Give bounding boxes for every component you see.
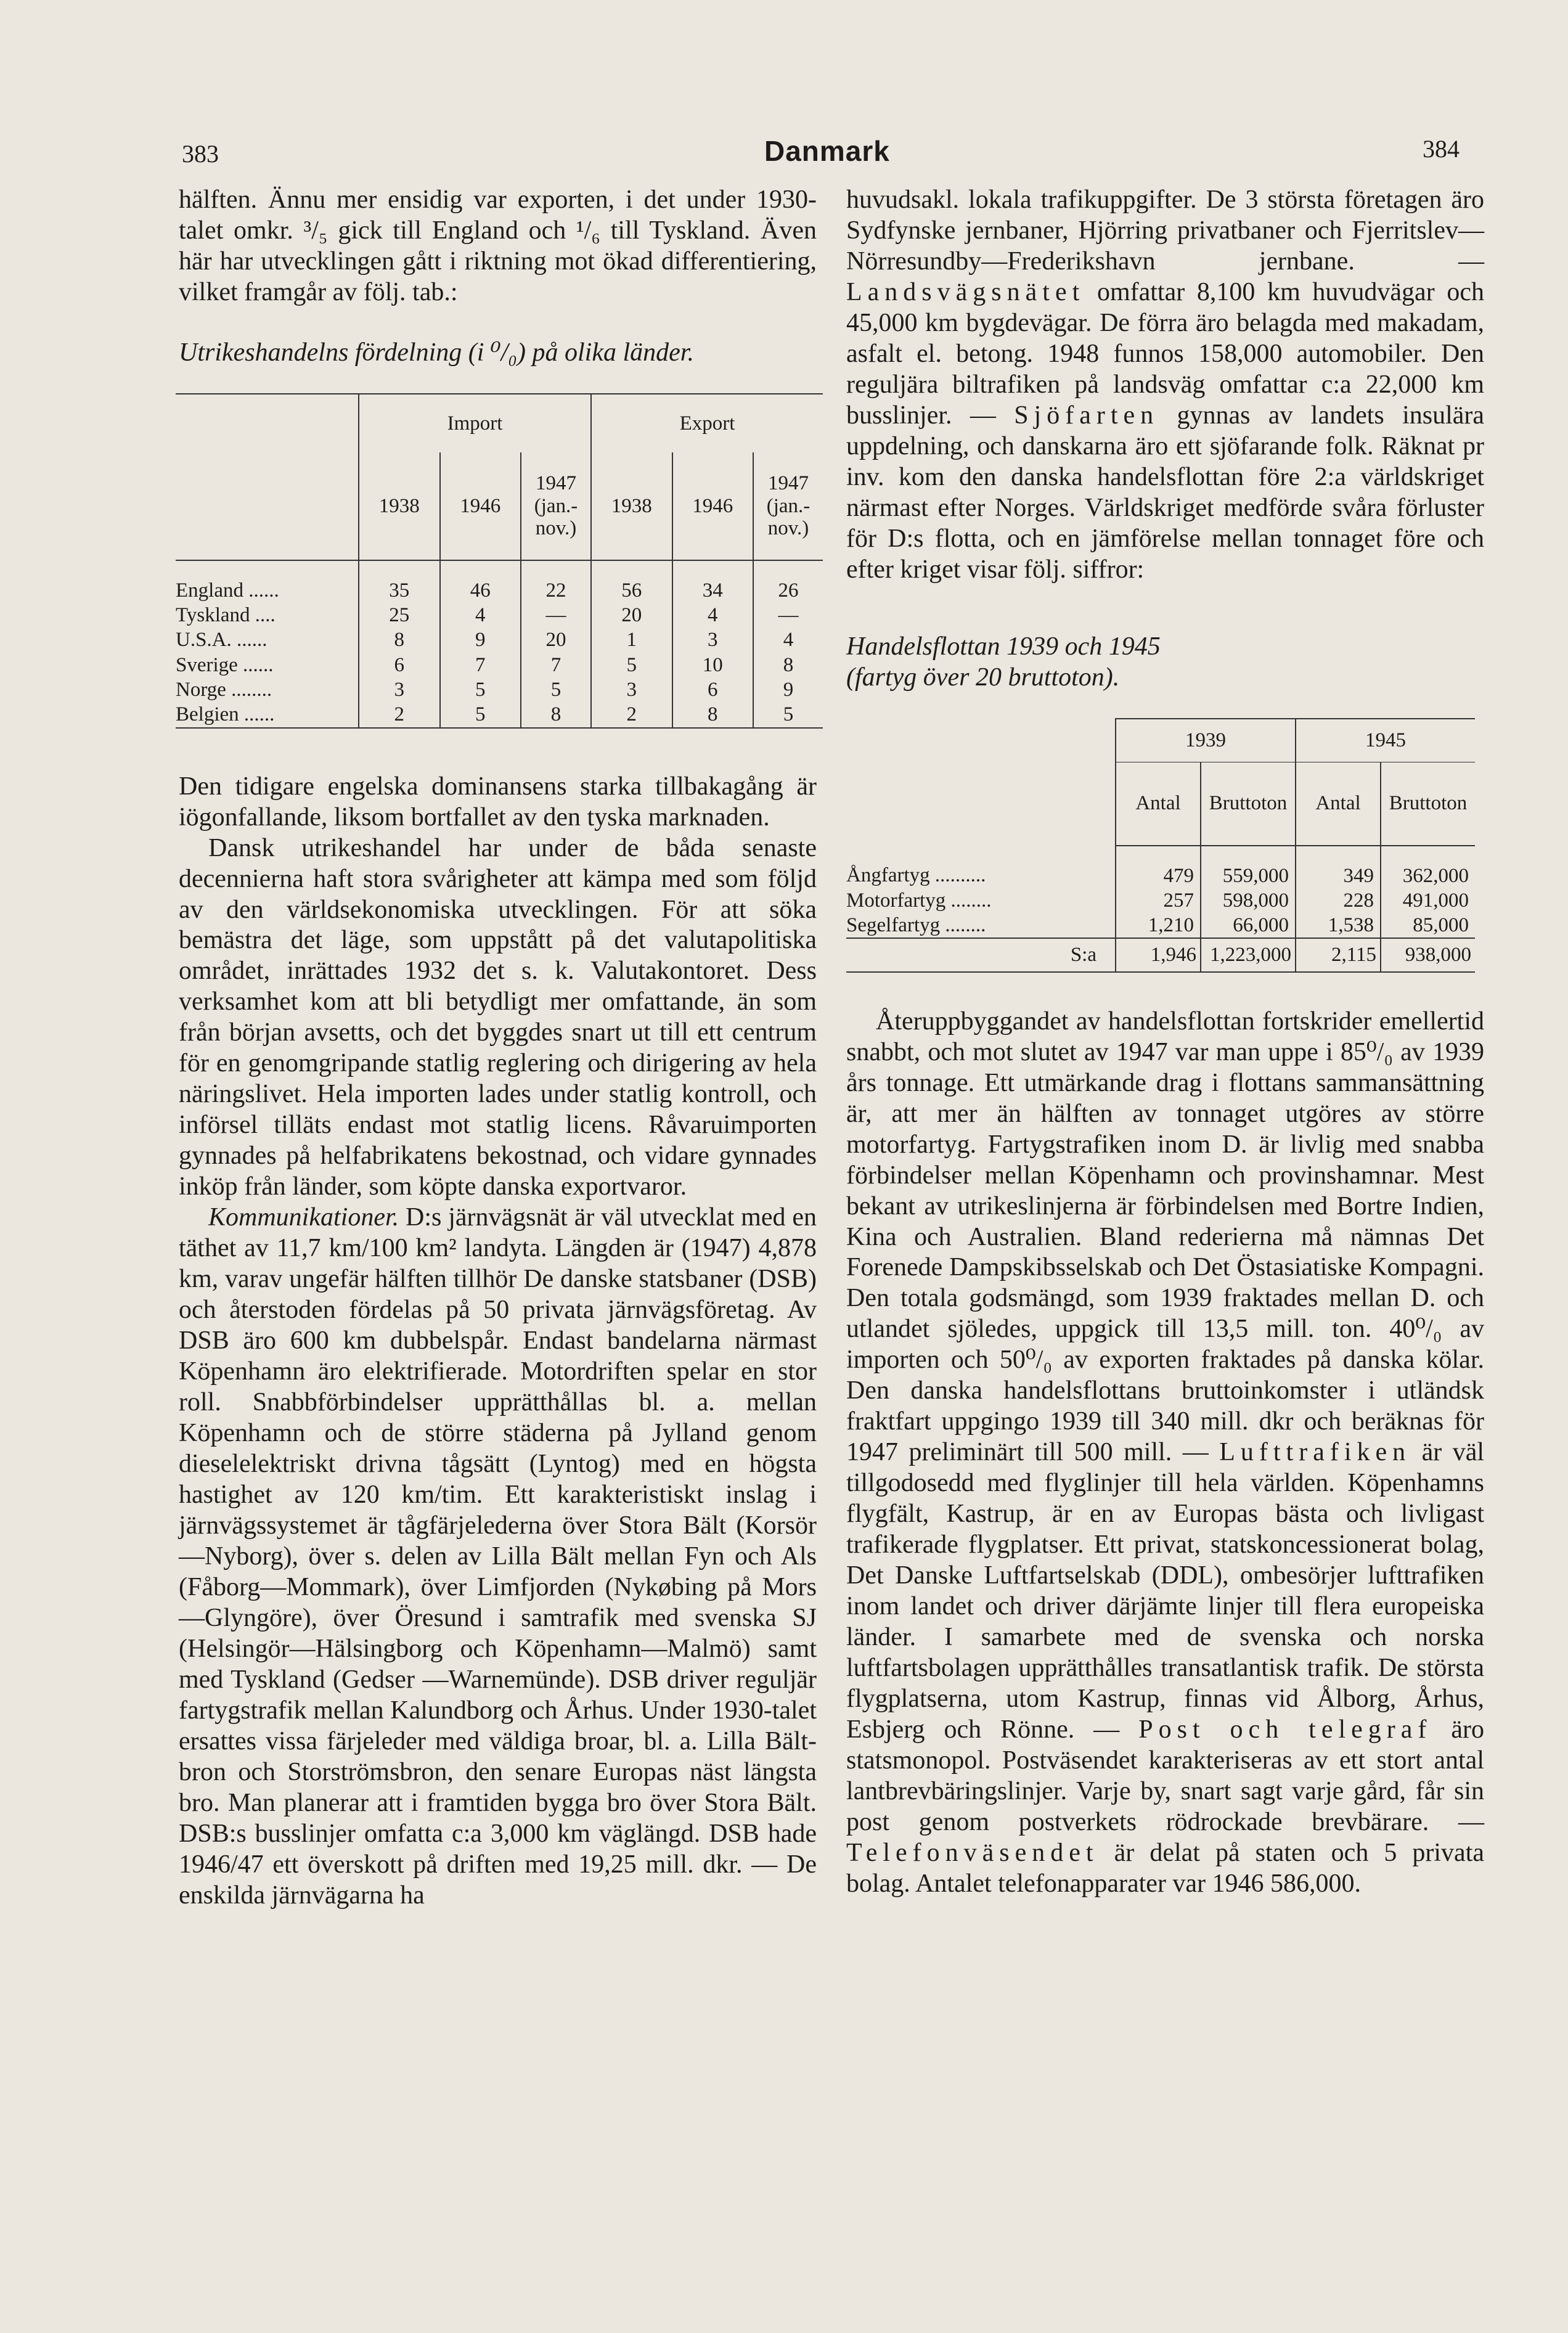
table-row (846, 888, 1475, 913)
col-1938: 1938 (359, 452, 440, 560)
table-cell: 8 (521, 702, 591, 727)
country-label: England ...... (176, 579, 279, 602)
table-row (846, 846, 1475, 888)
table-row (176, 677, 823, 702)
table-cell: 2 (359, 702, 440, 727)
section-heading: Kommunikationer. (208, 1203, 399, 1232)
table-cell: 7 (521, 653, 591, 677)
page-number-left: 383 (182, 140, 219, 168)
running-title: Danmark (764, 135, 890, 167)
table-cell: 559,000 (1201, 846, 1296, 888)
table-row (176, 653, 823, 677)
table-cell: 1,538 (1296, 913, 1381, 938)
table-cell: 46 (440, 560, 521, 603)
table-cell: 9 (753, 677, 823, 702)
paragraph-text: omfattar 8,100 km huvudvägar och 45,000 km bygdevägar. De förra äro belagda med makadam, asfalt el. betong. 1948 funnos 158,000 automobiler. Den reguljära biltrafiken på landsväg omfattar c:a 22,000 km busslinjer. — (846, 277, 1485, 430)
table-cell: 4 (753, 627, 823, 652)
table-cell: 1 (591, 627, 672, 652)
right-column (846, 185, 1484, 1900)
table-cell: 3 (359, 677, 440, 702)
table-cell: 22 (521, 560, 591, 603)
export-header: Export (591, 394, 823, 452)
table-cell: 1,946 (1116, 938, 1201, 971)
table-caption: Utrikeshandelns fördelning (i ⁰/₀) på olika länder. (179, 338, 694, 367)
table-cell: 228 (1296, 888, 1381, 913)
col-1946: 1946 (440, 452, 521, 560)
table-cell: 938,000 (1381, 938, 1475, 971)
table-cell: 8 (753, 653, 823, 677)
col-1947: 1947 (jan.-nov.) (521, 452, 591, 560)
trade-table (176, 393, 823, 729)
import-header: Import (359, 394, 591, 452)
table-row (846, 913, 1475, 938)
page-header (0, 134, 1568, 171)
country-label: U.S.A. ...... (176, 629, 267, 652)
table-row (176, 560, 823, 603)
spaced-heading: Lufttrafiken (1219, 1438, 1411, 1467)
table-cell: 10 (672, 653, 754, 677)
page-number-right: 384 (1423, 135, 1460, 163)
table-cell: 4 (440, 603, 521, 627)
paragraph (179, 1203, 817, 1911)
year-1945-header: 1945 (1296, 719, 1475, 762)
table-cell: 7 (440, 653, 521, 677)
table-cell: 8 (672, 702, 754, 727)
table-cell: — (753, 603, 823, 627)
paragraph-text: gynnas av landets insulära uppdelning, och danskarna äro ett sjöfarande folk. Räknat pr inv. kom den danska handelsflottan före 2:a världskriget närmast efter Norges. Världskriget medförde svåra förluster för D:s flotta, och en jämförelse mellan tonnaget före och efter kriget visar följ. siffror: (846, 401, 1485, 584)
spaced-heading: Post och telegraf (1138, 1715, 1432, 1744)
table-cell: 362,000 (1381, 846, 1475, 888)
country-label: Sverige ...... (176, 653, 274, 676)
table-cell: — (521, 603, 591, 627)
bruttoton-header: Bruttoton (1381, 762, 1475, 846)
table-row (176, 603, 823, 627)
paragraph-text: Återuppbyggandet av handelsflottan fortskrider emellertid snabbt, och mot slutet av 1947 var man uppe i 85⁰/₀ av 1939 års tonnage. Ett utmärkande drag i flottans sammansättning är, att mer än hälften av tonnaget utgöres av större motorfartyg. Fartygstrafiken inom D. är livlig med snabba förbindelser mellan Köpenhamn och provinshamnar. Mest bekant av utrikeslinjerna är förbindelsen med Bortre Indien, Kina och Australien. Bland rederierna må nämnas Det Forenede Dampskibsselskab och Det Östasiatiske Kompagni. Den totala godsmängd, som 1939 fraktades mellan D. och utlandet sjöledes, uppgick till 13,5 mill. ton. 40⁰/₀ av importen och 50⁰/₀ av exporten fraktades på danska kölar. Den danska handelsflottans bruttoinkomster i utländsk fraktfart uppgingo 1939 till 340 mill. dkr och beräknas för 1947 preliminärt till 500 mill. — (846, 1007, 1484, 1467)
col-1938: 1938 (591, 452, 672, 560)
antal-header: Antal (1116, 762, 1201, 846)
sum-label: S:a (846, 938, 1116, 971)
paragraph: hälften. Ännu mer ensidig var exporten, i det under 1930-talet omkr. ³/₅ gick till England och ¹/₆ till Tyskland. Även här har utvecklingen gått i riktning mot ökad differentiering, vilket framgår av följ. tab.: (179, 186, 817, 306)
table-cell: 3 (591, 677, 672, 702)
table-cell: 66,000 (1201, 913, 1296, 938)
paragraph: Dansk utrikeshandel har under de båda senaste decennierna haft stora svårigheter att kämpa med som följd av den världsekonomiska utvecklingen. För att söka bemästra det läge, som uppstått på det valutapolitiska området, inrättades 1932 det s. k. Valutakontoret. Dess verksamhet kom att bli betydligt mer omfattande, än som från början avsetts, och det byggdes snart ut till ett centrum för en genomgripande statlig reglering och dirigering av hela näringslivet. Hela importen lades under statlig kontroll, och införsel tilläts endast mot statlig licens. Råvaruimporten gynnades på helfabrikatens bekostnad, och vidare gynnades inköp från länder, som köpte danska exportvaror. (179, 833, 817, 1201)
ship-type-label: Segelfartyg ........ (846, 914, 986, 937)
paragraph-text: är delat på staten och 5 privata bolag. Antalet telefonapparater var 1946 586,000. (846, 1838, 1485, 1898)
table-cell: 5 (521, 677, 591, 702)
fleet-table (846, 718, 1475, 973)
col-1947: 1947 (jan.-nov.) (753, 452, 823, 560)
table-cell: 479 (1116, 846, 1201, 888)
table-cell: 8 (359, 627, 440, 652)
paragraph (846, 1007, 1484, 1900)
table-cell: 2 (591, 702, 672, 727)
ship-type-label: Motorfartyg ........ (846, 889, 992, 912)
table-caption: (fartyg över 20 bruttoton). (846, 663, 1120, 692)
year-1939-header: 1939 (1116, 719, 1296, 762)
paragraph-text: D:s järnvägsnät är väl utvecklat med en täthet av 11,7 km/100 km² landyta. Längden är (1947) 4,878 km, varav ungefär hälften tillhör De danske statsbaner (DSB) och återstoden fördelas på 50 privata järnvägsföretag. Av DSB äro 600 km dubbelspår. Endast bandelarna närmast Köpenhamn äro elektrifierade. Motordriften spelar en stor roll. Snabbförbindelser upprätthållas bl. a. mellan Köpenhamn och de större städerna på Jylland genom dieselelektriskt drivna tågsätt (Lyntog) med en högsta hastighet av 120 km/tim. Ett karakteristiskt inslag i järnvägssystemet är tågfärjelederna över Stora Bält (Korsör—Nyborg), över s. delen av Lilla Bält mellan Fyn och Als (Fåborg—Mommark), över Limfjorden (Nykøbing på Mors —Glyngöre), över Öresund i samtrafik med svenska SJ (Helsingör—Hälsingborg och Köpenhamn—Malmö) samt med Tyskland (Gedser —Warnemünde). DSB driver reguljär fartygstrafik mellan Kalundborg och Århus. Under 1930-talet ersattes vissa färjeleder med väldiga broar, bl. a. Lilla Bält-bron och Storströmsbron, den senare Europas näst längsta bro. Man planerar att i framtiden bygga bro över Stora Bält. DSB:s busslinjer omfatta c:a 3,000 km väglängd. DSB hade 1946/47 ett överskott på driften med 19,25 mill. dkr. — De enskilda järnvägarna ha (179, 1203, 817, 1910)
table-cell: 20 (521, 627, 591, 652)
table-cell: 85,000 (1381, 913, 1475, 938)
table-cell: 4 (672, 603, 754, 627)
country-label: Belgien ...... (176, 702, 359, 727)
spaced-heading: Landsvägsnätet (846, 277, 1085, 306)
table-cell: 35 (359, 560, 440, 603)
table-cell: 349 (1296, 846, 1381, 888)
paragraph-text: huvudsakl. lokala trafikuppgifter. De 3 största företagen äro Sydfynske jernbaner, Hjörring privatbaner och Fjerritslev—Nörresundby—Frederikshavn jernbane. — (846, 186, 1484, 276)
table-cell: 25 (359, 603, 440, 627)
table-cell: 20 (591, 603, 672, 627)
table-cell: 6 (672, 677, 754, 702)
left-column (176, 185, 817, 1911)
table-cell: 1,210 (1116, 913, 1201, 938)
table-cell: 34 (672, 560, 754, 603)
table-cell: 3 (672, 627, 754, 652)
table-cell: 5 (440, 677, 521, 702)
table-cell: 26 (753, 560, 823, 603)
table-cell: 5 (591, 653, 672, 677)
bruttoton-header: Bruttoton (1201, 762, 1296, 846)
table-cell: 2,115 (1296, 938, 1381, 971)
spaced-heading: Sjöfarten (1014, 401, 1159, 430)
country-label: Tyskland .... (176, 604, 276, 627)
antal-header: Antal (1296, 762, 1381, 846)
table-cell: 5 (753, 702, 823, 727)
country-label: Norge ........ (176, 679, 272, 701)
spaced-heading: Telefonväsendet (846, 1838, 1099, 1867)
paragraph (846, 185, 1484, 586)
paragraph: Den tidigare engelska dominansens starka tillbakagång är iögonfallande, liksom bortfallet av den tyska marknaden. (179, 772, 817, 831)
table-row (176, 627, 823, 652)
table-cell: 56 (591, 560, 672, 603)
table-cell: 491,000 (1381, 888, 1475, 913)
table-cell: 1,223,000 (1201, 938, 1296, 971)
ship-type-label: Ångfartyg .......... (846, 864, 986, 887)
table-cell: 5 (440, 702, 521, 727)
table-row (176, 702, 823, 727)
table-cell: 257 (1116, 888, 1201, 913)
table-caption: Handelsflottan 1939 och 1945 (846, 632, 1161, 661)
paragraph-text: är väl tillgodosedd med flyglinjer till hela världen. Köpenhamns flygfält, Kastrup, är en av Europas bästa och livligast trafikerade flygplatser. Ett privat, statskoncessionerat bolag, Det Danske Luftfartselskab (DDL), ombesörjer lufttrafiken inom landet och driver därjämte linjer till flera europeiska länder. I samarbete med de svenska och norska luftfartsbolagen upprätthålles transatlantisk trafik. De största flygplatserna, utom Kastrup, finnas vid Ålborg, Århus, Esbjerg och Rönne. — (846, 1438, 1485, 1744)
sum-row (846, 938, 1475, 971)
table-cell: 598,000 (1201, 888, 1296, 913)
paragraph-text: äro statsmonopol. Postväsendet karakteriseras av ett stort antal lantbrevbäringslinjer. Varje by, snart sagt varje gård, får sin post genom postverkets rödrockade brevbärare. — (846, 1715, 1485, 1836)
table-cell: 9 (440, 627, 521, 652)
col-1946: 1946 (672, 452, 754, 560)
table-cell: 6 (359, 653, 440, 677)
